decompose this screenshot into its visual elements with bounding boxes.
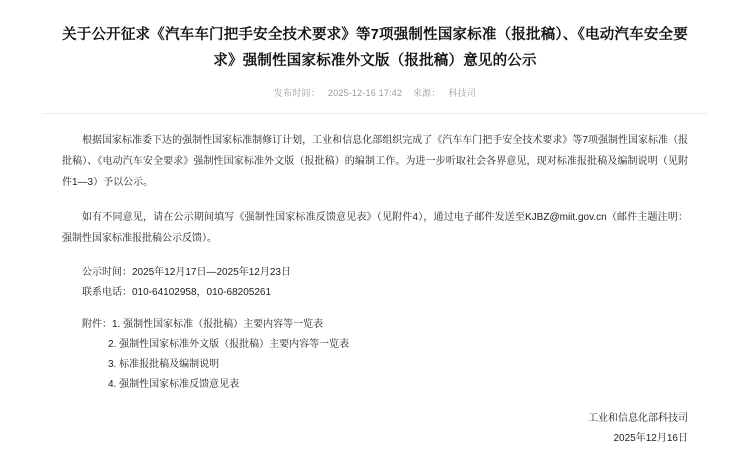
document-meta [0, 86, 750, 99]
attachment-item[interactable]: 3. 标准报批稿及编制说明 [108, 359, 220, 370]
attachment-item[interactable]: 2. 强制性国家标准外文版（报批稿）主要内容等一览表 [108, 339, 350, 350]
attachment-item[interactable]: 1. 强制性国家标准（报批稿）主要内容等一览表 [112, 319, 324, 330]
publish-time-label: 发布时间： [273, 88, 320, 98]
source-value: 科技司 [448, 88, 477, 98]
attachments-first-line [82, 315, 688, 335]
document-body [0, 114, 750, 395]
public-period-line: 公示时间：2025年12月17日—2025年12月23日 [82, 267, 291, 278]
publish-time-value: 2025-12-16 17:42 [327, 88, 403, 98]
attachments-label: 附件： [82, 319, 112, 330]
attachments-block [62, 315, 688, 395]
contact-phone-line: 联系电话：010-64102958，010-68205261 [82, 287, 272, 298]
signature-date: 2025年12月16日 [613, 433, 688, 444]
signature-org: 工业和信息化部科技司 [588, 413, 688, 424]
source-label: 来源： [412, 88, 441, 98]
signature-block [0, 409, 750, 449]
paragraph-2: 如有不同意见，请在公示期间填写《强制性国家标准反馈意见表》（见附件4），通过电子邮件发送至KJBZ@miit.gov.cn（邮件主题注明：强制性国家标准报批稿公示反馈）。 [62, 212, 688, 244]
paragraph-1: 根据国家标准委下达的强制性国家标准制修订计划，工业和信息化部组织完成了《汽车车门把手安全技术要求》等7项强制性国家标准（报批稿）、《电动汽车安全要求》强制性国家标准外文版（报批稿）的编制工作。为进一步听取社会各界意见，现对标准报批稿及编制说明（见附件1—3）予以公示。 [62, 135, 688, 188]
page-title: 关于公开征求《汽车车门把手安全技术要求》等7项强制性国家标准（报批稿）、《电动汽车安全要求》强制性国家标准外文版（报批稿）意见的公示 [62, 27, 688, 69]
info-block [62, 263, 688, 303]
attachment-item[interactable]: 4. 强制性国家标准反馈意见表 [108, 379, 240, 390]
